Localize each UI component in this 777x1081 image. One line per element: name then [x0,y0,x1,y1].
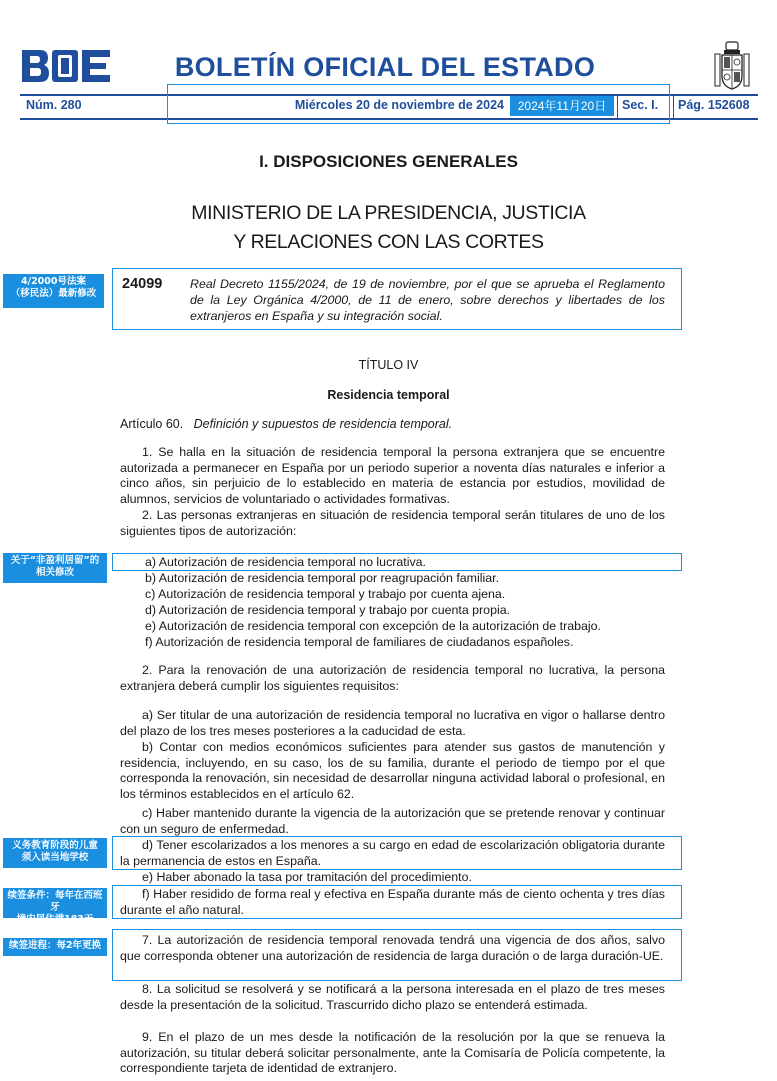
issue-date-chinese-tag: 2024年11月20日 [510,96,614,116]
issue-section: Sec. I. [622,98,659,112]
annotation-tag-law: 4/2000号法案 （移民法）最新修改 [3,274,104,308]
list-item: e) Autorización de residencia temporal con excepción de la autorización de trabajo. [145,619,601,633]
list-item: b) Autorización de residencia temporal por reagrupación familiar. [145,571,500,585]
boe-logo [22,50,110,82]
header-divider [673,96,674,118]
requirement-f: f) Haber residido de forma real y efectiva en España durante más de ciento ochenta y tres días durante el año natural. [120,887,665,917]
requirement-b: b) Contar con medios económicos suficientes para atender sus gastos de manutención y residencia, incluyendo, en su caso, los de su familia, durante el periodo de tiempo por el que corresponda la renovación, sin necesidad de desarrollar ninguna actividad laboral o profesional, en los términos establecidos en el artículo 62. [120,740,665,801]
requirement-c: c) Haber mantenido durante la vigencia de la autorización que se pretende renovar y continuar con un seguro de enfermedad. [120,806,665,836]
annotation-tag-non-lucrative: 关于“非盈利居留”的 相关修改 [3,553,107,583]
annotation-tag-residence-days: 续签条件：每年在西班牙 境内居住满183天 [3,888,107,918]
list-item: a) Autorización de residencia temporal no lucrativa. [145,555,427,569]
list-item: c) Autorización de residencia temporal y trabajo por cuenta ajena. [145,587,506,601]
paragraph-8: 8. La solicitud se resolverá y se notificará a la persona interesada en el plazo de tres meses desde la presentación de la solicitud. Trascurrido dicho plazo se entenderá estimada. [120,982,665,1012]
ministry-line-1: MINISTERIO DE LA PRESIDENCIA, JUSTICIA [191,202,586,224]
list-item: f) Autorización de residencia temporal de familiares de ciudadanos españoles. [145,635,574,649]
page-number: Pág. 152608 [678,98,750,112]
article-heading [120,417,452,431]
date-highlight-box [167,84,670,124]
annotation-tag-schooling: 义务教育阶段的儿童 须入读当地学校 [3,838,107,868]
paragraph-1: 1. Se halla en la situación de residencia temporal la persona extranjera que se encuentre autorizada a permanecer en España por un periodo superior a noventa días naturales e inferior a cinco años, sin perjuicio de lo establecido en materia de estancia por estudios, movilidad de alumnos, servicios de voluntariado o actividades formativas. [120,445,665,506]
paragraph-renewal-intro: 2. Para la renovación de una autorización de residencia temporal no lucrativa, la persona extranjera deberá cumplir los siguientes requisitos: [120,663,665,693]
spain-coat-of-arms-icon [712,40,752,92]
article-title: Definición y supuestos de residencia temporal. [193,417,453,431]
paragraph-7: 7. La autorización de residencia temporal renovada tendrá una vigencia de dos años, salvo que corresponda obtener una autorización de residencia de larga duración o de larga duración-UE. [120,933,665,963]
paragraph-9: 9. En el plazo de un mes desde la notificación de la resolución por la que se renueva la autorización, su titular deberá solicitar personalmente, ante la Comisaría de Policía competente, la correspondiente tarjeta de identidad de extranjero. [120,1030,665,1075]
article-label: Artículo 60. [120,417,184,431]
bulletin-title: BOLETÍN OFICIAL DEL ESTADO [174,52,596,82]
decree-number: 24099 [122,276,163,292]
title-subheading: Residencia temporal [327,388,450,402]
decree-summary: Real Decreto 1155/2024, de 19 de noviembre, por el que se aprueba el Reglamento de la Ley Orgánica 4/2000, de 11 de enero, sobre derechos y libertades de los extranjeros en España y su integración social. [190,277,665,323]
issue-number: Núm. 280 [26,98,82,112]
section-title: I. DISPOSICIONES GENERALES [259,152,518,171]
paragraph-2: 2. Las personas extranjeras en situación de residencia temporal serán titulares de uno de los siguientes tipos de autorización: [120,508,665,538]
title-heading: TÍTULO IV [358,358,419,372]
list-item: d) Autorización de residencia temporal y trabajo por cuenta propia. [145,603,511,617]
ministry-line-2: Y RELACIONES CON LAS CORTES [233,231,544,253]
annotation-tag-renewal-period: 续签进程：每2年更换 [3,938,107,956]
requirement-e: e) Haber abonado la tasa por tramitación del procedimiento. [142,870,472,884]
requirement-a: a) Ser titular de una autorización de residencia temporal no lucrativa en vigor o hallarse dentro del plazo de los tres meses posteriores a la caducidad de esta. [120,708,665,738]
requirement-d: d) Tener escolarizados a los menores a su cargo en edad de escolarización obligatoria durante la permanencia de estos en España. [120,838,665,868]
issue-date: Miércoles 20 de noviembre de 2024 [294,98,504,112]
